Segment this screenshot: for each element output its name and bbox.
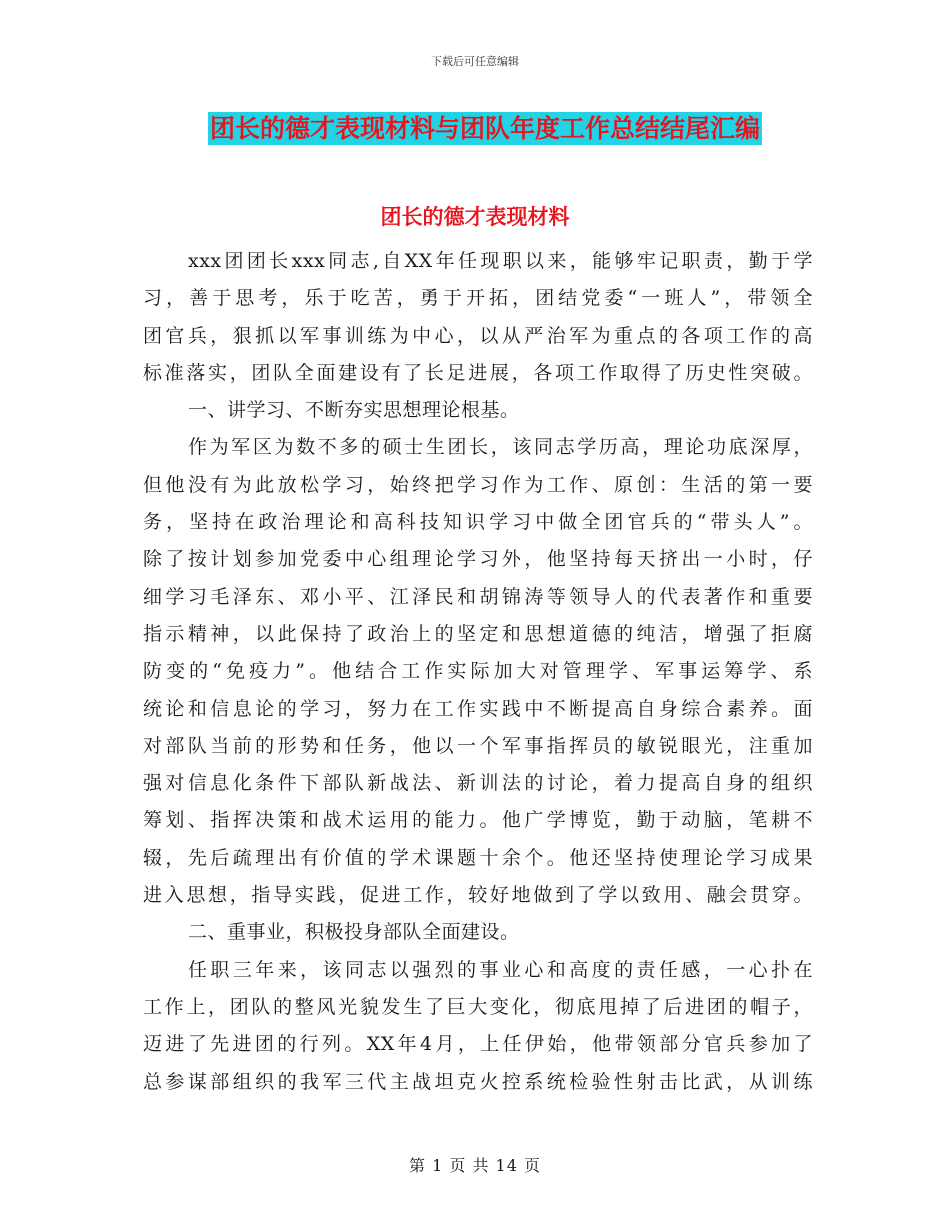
paragraph-line: 防变的“免疫力”。他结合工作实际加大对管理学、军事运筹学、系 xyxy=(143,660,813,683)
paragraph-line: 作为军区为数不多的硕士生团长，该同志学历高，理论功底深厚， xyxy=(188,436,813,459)
section-heading-2: 二、重事业，积极投身部队全面建设。 xyxy=(188,921,520,944)
paragraph-line: 团官兵，狠抓以军事训练为中心，以从严治军为重点的各项工作的高 xyxy=(143,324,813,347)
paragraph-line: 辍，先后疏理出有价值的学术课题十余个。他还坚持使理论学习成果 xyxy=(143,846,813,869)
section-title: 团长的德才表现材料 xyxy=(380,205,570,229)
paragraph-line: 务，坚持在政治理论和高科技知识学习中做全团官兵的“带头人”。 xyxy=(143,511,813,534)
download-note: 下载后可任意编辑 xyxy=(431,55,519,68)
document-title: 团长的德才表现材料与团队年度工作总结结尾汇编 xyxy=(210,114,761,143)
section-heading-1: 一、讲学习、不断夯实思想理论根基。 xyxy=(188,399,520,422)
paragraph-line: 对部队当前的形势和任务，他以一个军事指挥员的敏锐眼光，注重加 xyxy=(143,734,813,757)
paragraph-line: 总参谋部组织的我军三代主战坦克火控系统检验性射击比武，从训练 xyxy=(143,1070,813,1093)
page-number-footer: 第 1 页 共 14 页 xyxy=(409,1156,541,1175)
paragraph-line: 但他没有为此放松学习，始终把学习作为工作、原创：生活的第一要 xyxy=(143,473,813,496)
paragraph-line: 进入思想，指导实践，促进工作，较好地做到了学以致用、融会贯穿。 xyxy=(143,884,813,907)
paragraph-line: 标准落实，团队全面建设有了长足进展，各项工作取得了历史性突破。 xyxy=(143,361,813,384)
paragraph-line: 任职三年来，该同志以强烈的事业心和高度的责任感，一心扑在 xyxy=(188,958,813,981)
paragraph-line: 工作上，团队的整风光貌发生了巨大变化，彻底甩掉了后进团的帽子， xyxy=(143,995,813,1018)
paragraph-line: 细学习毛泽东、邓小平、江泽民和胡锦涛等领导人的代表著作和重要 xyxy=(143,585,813,608)
body-text xyxy=(143,243,813,1101)
paragraph-line: 强对信息化条件下部队新战法、新训法的讨论，着力提高自身的组织 xyxy=(143,772,813,795)
paragraph-line: 指示精神，以此保持了政治上的坚定和思想道德的纯洁，增强了拒腐 xyxy=(143,622,813,645)
paragraph-line: 迈进了先进团的行列。XX年4月，上任伊始，他带领部分官兵参加了 xyxy=(143,1033,813,1056)
paragraph-line: 筹划、指挥决策和战术运用的能力。他广学博览，勤于动脑，笔耕不 xyxy=(143,809,813,832)
paragraph-line: xxx团团长xxx同志,自XX年任现职以来，能够牢记职责，勤于学 xyxy=(188,250,813,272)
paragraph-line: 习，善于思考，乐于吃苦，勇于开拓，团结党委“一班人”，带领全 xyxy=(143,287,813,310)
paragraph-line: 除了按计划参加党委中心组理论学习外，他坚持每天挤出一小时，仔 xyxy=(143,548,813,571)
paragraph-line: 统论和信息论的学习，努力在工作实践中不断提高自身综合素养。面 xyxy=(143,697,813,720)
